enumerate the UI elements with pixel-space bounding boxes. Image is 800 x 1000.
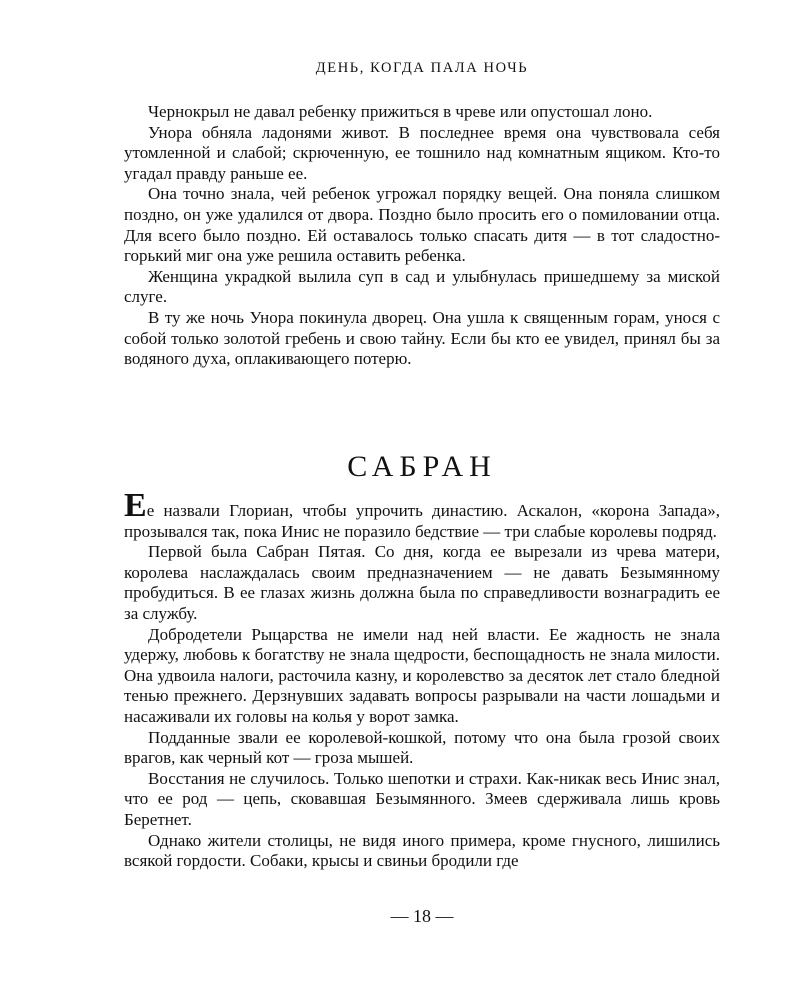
book-page xyxy=(124,0,720,1000)
paragraph: Первой была Сабран Пятая. Со дня, когда ее вырезали из чрева матери, королева наслаждалась своим предназначением — не давать Безымянному пробудиться. В ее глазах жизнь должна была по справедливости вознаградить ее за службу. xyxy=(124,542,720,623)
paragraph: Добродетели Рыцарства не имели над ней власти. Ее жадность не знала удержу, любовь к богатству не знала щедрости, беспощадность не знала милости. Она удвоила налоги, расточила казну, и королевство за десяток лет стало бледной тенью прежнего. Дерзнувших задавать вопросы разрывали на части лошадьми и насаживали их головы на колья у ворот замка. xyxy=(124,624,720,726)
drop-cap: Е xyxy=(124,487,147,524)
paragraph: Она точно знала, чей ребенок угрожал порядку вещей. Она поняла слишком поздно, он уже удалился от двора. Поздно было просить его о помиловании отца. Для всего было поздно. Ей оставалось только спасать дитя — в тот сладостно-горький миг она уже решила оставить ребенка. xyxy=(124,184,720,266)
page-number: — 18 — xyxy=(390,906,454,926)
running-head: ДЕНЬ, КОГДА ПАЛА НОЧЬ xyxy=(315,60,529,76)
chapter-text xyxy=(124,487,720,872)
chapter-title: САБРАН xyxy=(347,450,497,483)
paragraph: Женщина украдкой вылила суп в сад и улыбнулась пришедшему за миской слуге. xyxy=(124,266,720,307)
opening-text: е назвали Глориан, чтобы упрочить династию. Аскалон, «корона Запада», прозывался так, пока Инис не поразило бедствие — три слабые королевы подряд. xyxy=(124,501,720,541)
intro-text xyxy=(124,102,720,370)
paragraph: Восстания не случилось. Только шепотки и страхи. Как-никак весь Инис знал, что ее род — цепь, сковавшая Безымянного. Змеев сдерживала лишь кровь Беретнет. xyxy=(124,768,720,829)
paragraph: Унора обняла ладонями живот. В последнее время она чувствовала себя утомленной и слабой; скрюченную, ее тошнило над комнатным ящиком. Кто-то угадал правду раньше ее. xyxy=(124,122,720,183)
chapter-opening-paragraph xyxy=(124,487,720,542)
paragraph: В ту же ночь Унора покинула дворец. Она ушла к священным горам, унося с собой только золотой гребень и свою тайну. Если бы кто ее увидел, принял бы за водяного духа, оплакивающего потерю. xyxy=(124,307,720,369)
paragraph: Чернокрыл не давал ребенку прижиться в чреве или опустошал лоно. xyxy=(148,102,653,121)
paragraph: Однако жители столицы, не видя иного примера, кроме гнусного, лишились всякой гордости. Собаки, крысы и свиньи бродили где xyxy=(124,830,720,871)
paragraph: Подданные звали ее королевой-кошкой, потому что она была грозой своих врагов, как черный кот — гроза мышей. xyxy=(124,727,720,768)
